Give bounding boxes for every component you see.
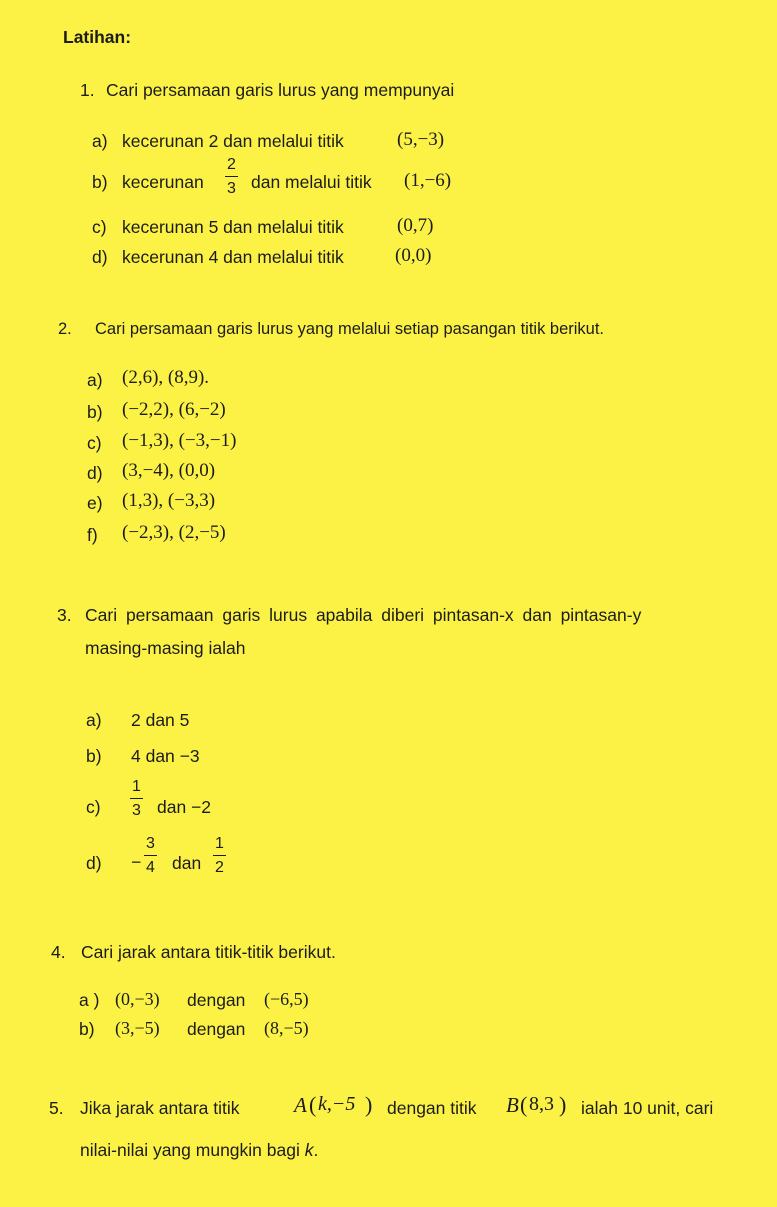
q4b-label: b) — [79, 1019, 95, 1039]
q1d-label: d) — [92, 247, 108, 267]
q3d-sign: − — [131, 852, 142, 872]
q1b-fraction-denominator: 3 — [227, 180, 236, 197]
q1b-text: kecerunan — [122, 172, 204, 192]
q4a-label: a ) — [79, 990, 100, 1010]
q1b-label: b) — [92, 172, 108, 192]
q5-point-b-open: ( — [520, 1092, 528, 1117]
q1b-point: (1,−6) — [404, 170, 452, 191]
q3d-fraction-1-numerator: 3 — [146, 835, 155, 852]
q3c-fraction-numerator: 1 — [132, 778, 141, 795]
q5-point-a-close: ) — [365, 1092, 373, 1117]
q3d-label: d) — [86, 853, 102, 873]
q2e-label: e) — [87, 493, 103, 513]
q3a-label: a) — [86, 710, 102, 730]
q2f-label: f) — [87, 525, 98, 545]
q3d-fraction-1-denominator: 4 — [146, 859, 155, 876]
q2d-label: d) — [87, 463, 103, 483]
q4a-point-2: (−6,5) — [264, 989, 309, 1009]
q1a-label: a) — [92, 131, 108, 151]
q5-point-b-letter: B — [506, 1093, 519, 1117]
q3d-fraction-2-numerator: 1 — [215, 835, 224, 852]
q1d-text: kecerunan 4 dan melalui titik — [122, 247, 344, 267]
q2e-points: (1,3), (−3,3) — [122, 490, 216, 511]
q5-text-line2 — [80, 1140, 318, 1161]
q1c-text: kecerunan 5 dan melalui titik — [122, 217, 344, 237]
q1c-label: c) — [92, 217, 107, 237]
q3d-text: dan — [172, 853, 202, 873]
q5-text-end: ialah 10 unit, cari — [581, 1098, 714, 1118]
q4a-text: dengan — [187, 990, 246, 1010]
q2c-points: (−1,3), (−3,−1) — [122, 430, 237, 451]
page-heading: Latihan: — [63, 27, 132, 47]
q4b-text: dengan — [187, 1019, 246, 1039]
q5-number: 5. — [49, 1098, 64, 1118]
q5-point-a-coords: k,−5 — [318, 1093, 356, 1115]
q2a-label: a) — [87, 370, 103, 390]
q1a-point: (5,−3) — [397, 129, 445, 150]
q2c-label: c) — [87, 433, 102, 453]
q5-point-a-letter: A — [294, 1093, 307, 1117]
q4b-point-2: (8,−5) — [264, 1018, 309, 1038]
q5-variable-k: k — [304, 1140, 314, 1160]
q2b-label: b) — [87, 402, 103, 422]
q3b-text: 4 dan −3 — [131, 746, 200, 766]
q3-text-line1: Cari persamaan garis lurus apabila diberi pintasan-x dan pintasan-y — [85, 605, 642, 625]
q5-text-start: Jika jarak antara titik — [80, 1098, 240, 1118]
q2-text: Cari persamaan garis lurus yang melalui setiap pasangan titik berikut. — [95, 320, 605, 338]
q2b-points: (−2,2), (6,−2) — [122, 399, 226, 420]
q3d-fraction-2 — [213, 836, 226, 876]
q5-point-b-coords: 8,3 — [529, 1093, 554, 1115]
q4-number: 4. — [51, 942, 66, 962]
q1d-point: (0,0) — [395, 245, 432, 266]
q2a-points: (2,6), (8,9). — [122, 367, 210, 388]
q1b-fraction — [225, 157, 238, 197]
q1b-text-after: dan melalui titik — [251, 172, 372, 192]
q4a-point-1: (0,−3) — [115, 989, 160, 1009]
q3a-text: 2 dan 5 — [131, 710, 190, 730]
q2f-points: (−2,3), (2,−5) — [122, 522, 226, 543]
q3c-fraction — [130, 779, 143, 819]
q3c-text: dan −2 — [157, 797, 212, 817]
q1c-point: (0,7) — [397, 215, 434, 236]
q4b-point-1: (3,−5) — [115, 1018, 160, 1038]
q3d-fraction-1 — [144, 836, 157, 876]
q3c-fraction-denominator: 3 — [132, 802, 141, 819]
q3-text-line2: masing-masing ialah — [85, 638, 246, 658]
q3b-label: b) — [86, 746, 102, 766]
q1-text: Cari persamaan garis lurus yang mempunyai — [106, 80, 455, 100]
q5-text-mid: dengan titik — [387, 1098, 477, 1118]
q4-text: Cari jarak antara titik-titik berikut. — [81, 942, 336, 962]
q1a-text: kecerunan 2 dan melalui titik — [122, 131, 344, 151]
q3-number: 3. — [57, 605, 72, 625]
q5-text-line2-end: . — [313, 1140, 319, 1160]
q3d-fraction-2-denominator: 2 — [215, 859, 224, 876]
q5-text-line2-start: nilai-nilai yang mungkin bagi — [80, 1140, 300, 1160]
q1b-fraction-numerator: 2 — [227, 156, 236, 173]
q1-number: 1. — [80, 80, 95, 100]
q3c-label: c) — [86, 797, 101, 817]
q2d-points: (3,−4), (0,0) — [122, 460, 216, 481]
q5-point-b-close: ) — [559, 1092, 567, 1117]
q5-point-a-open: ( — [309, 1092, 317, 1117]
q2-number: 2. — [58, 320, 72, 338]
